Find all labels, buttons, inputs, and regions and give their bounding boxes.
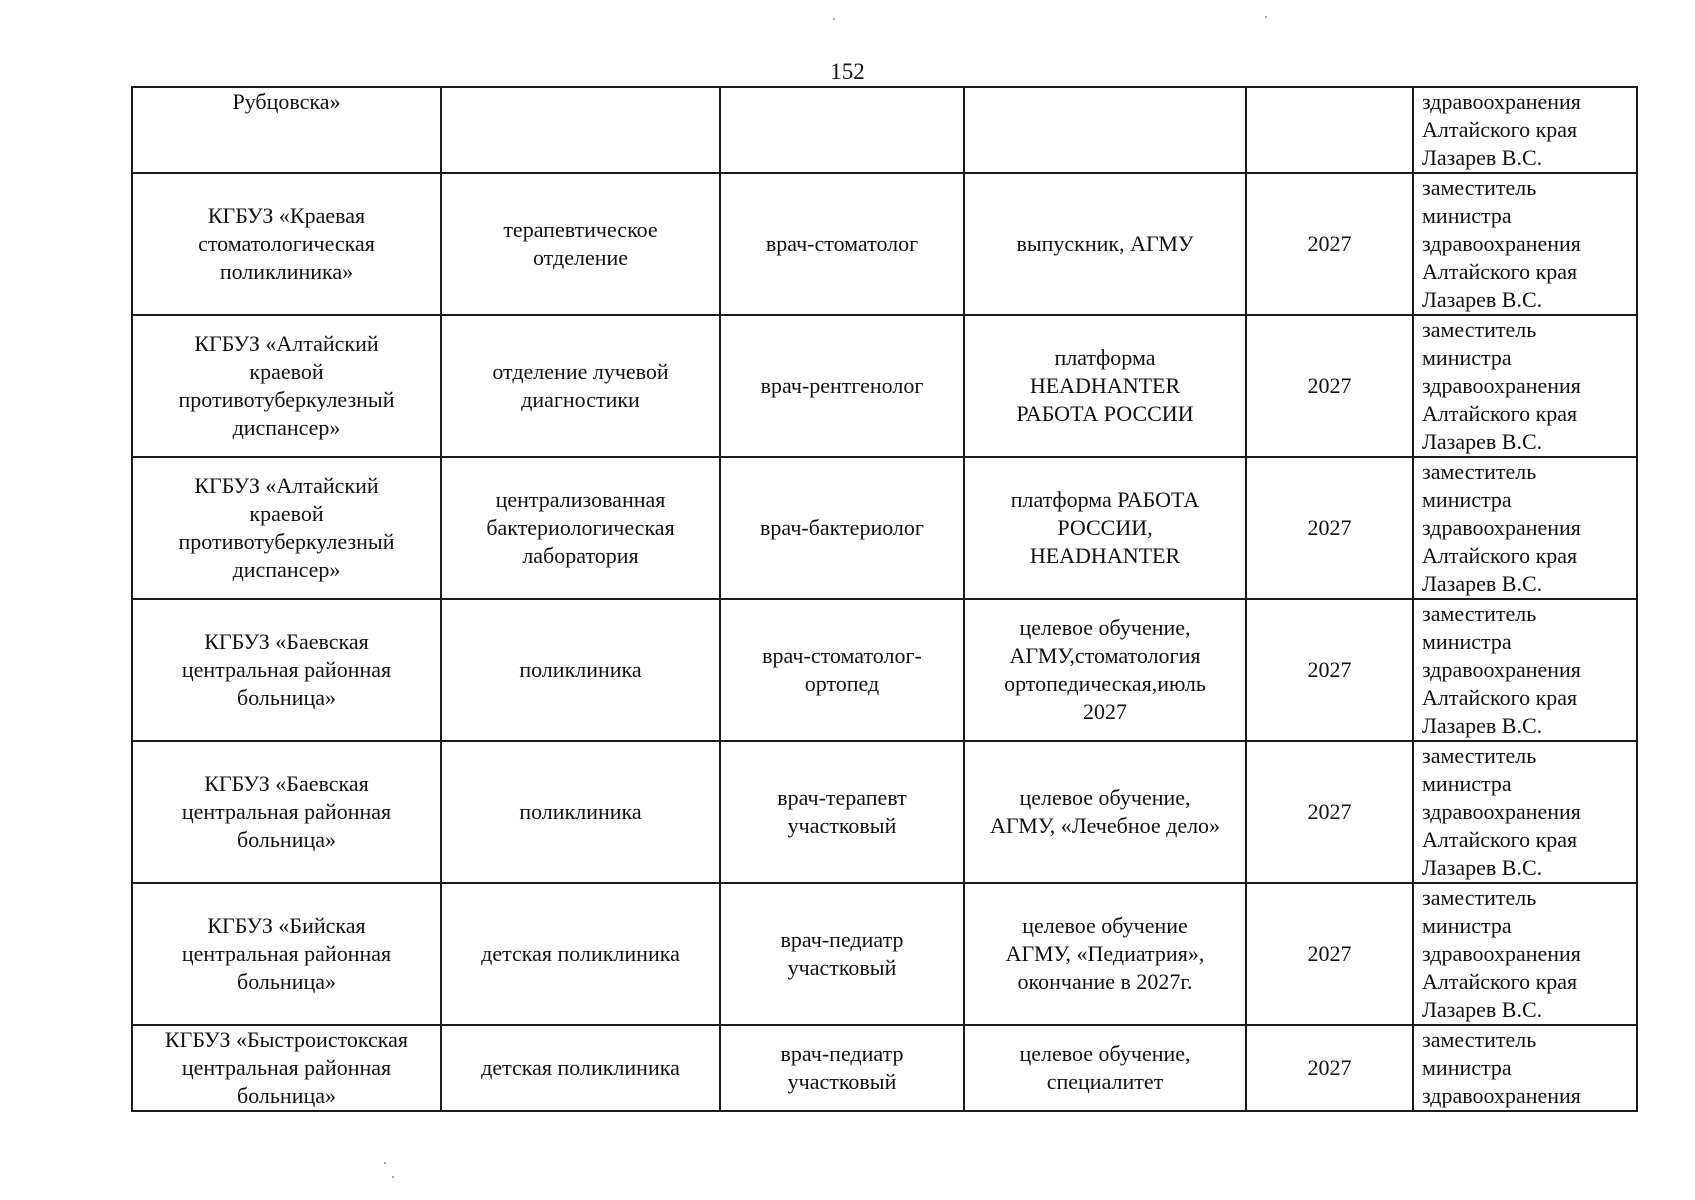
org-name: КГБУЗ «Краевая стоматологическая поликлиника» <box>198 203 375 284</box>
position-cell <box>720 599 964 741</box>
department-name: отделение лучевой диагностики <box>492 359 669 412</box>
year-value: 2027 <box>1307 231 1352 256</box>
table-body <box>132 87 1637 1111</box>
approver-name: заместитель министра здравоохранения Алтайского края Лазарев В.С. <box>1422 601 1581 738</box>
approver-cell <box>1413 315 1637 457</box>
approver-cell <box>1413 457 1637 599</box>
table-row <box>132 457 1637 599</box>
department-cell <box>441 87 720 173</box>
vacancy-table <box>131 86 1638 1112</box>
year-value: 2027 <box>1307 373 1352 398</box>
org-name: КГБУЗ «Баевская центральная районная больница» <box>181 629 392 710</box>
approver-cell <box>1413 1025 1637 1111</box>
approver-cell <box>1413 883 1637 1025</box>
approver-name: заместитель министра здравоохранения Алтайского края Лазарев В.С. <box>1422 885 1581 1022</box>
year-cell <box>1246 315 1413 457</box>
recruitment-source: целевое обучение АГМУ, «Педиатрия», окончание в 2027г. <box>1005 913 1205 994</box>
org-cell <box>132 173 441 315</box>
year-value: 2027 <box>1307 515 1352 540</box>
recruitment-source: выпускник, АГМУ <box>1016 231 1194 256</box>
year-cell <box>1246 883 1413 1025</box>
approver-cell <box>1413 173 1637 315</box>
department-name: детская поликлиника <box>481 1055 680 1080</box>
approver-cell <box>1413 87 1637 173</box>
year-value: 2027 <box>1307 657 1352 682</box>
position-name: врач-педиатр участковый <box>780 927 904 980</box>
table-row <box>132 87 1637 173</box>
vacancy-table-container <box>131 86 1638 1112</box>
position-cell <box>720 1025 964 1111</box>
scan-speck <box>384 1162 386 1164</box>
org-cell <box>132 883 441 1025</box>
department-cell <box>441 741 720 883</box>
year-cell <box>1246 1025 1413 1111</box>
recruitment-source: целевое обучение, АГМУ, «Лечебное дело» <box>989 785 1221 838</box>
table-row <box>132 173 1637 315</box>
org-cell <box>132 741 441 883</box>
org-name: КГБУЗ «Бийская центральная районная больница» <box>181 913 392 994</box>
table-row <box>132 599 1637 741</box>
year-cell <box>1246 457 1413 599</box>
position-cell <box>720 741 964 883</box>
source-cell <box>964 741 1246 883</box>
table-row <box>132 315 1637 457</box>
source-cell <box>964 599 1246 741</box>
position-cell <box>720 87 964 173</box>
year-cell <box>1246 173 1413 315</box>
position-name: врач-стоматолог- ортопед <box>762 643 922 696</box>
scan-speck <box>833 18 835 20</box>
org-name: КГБУЗ «Баевская центральная районная больница» <box>181 771 392 852</box>
scan-speck <box>1265 16 1267 18</box>
org-cell <box>132 457 441 599</box>
year-cell <box>1246 599 1413 741</box>
department-name: поликлиника <box>519 657 642 682</box>
position-name: врач-бактериолог <box>760 515 924 540</box>
approver-name: заместитель министра здравоохранения Алтайского края Лазарев В.С. <box>1422 175 1581 312</box>
department-name: терапевтическое отделение <box>503 217 658 270</box>
source-cell <box>964 173 1246 315</box>
org-name: Рубцовска» <box>232 89 341 114</box>
year-cell <box>1246 741 1413 883</box>
approver-cell <box>1413 599 1637 741</box>
table-row <box>132 1025 1637 1111</box>
department-cell <box>441 457 720 599</box>
position-name: врач-рентгенолог <box>760 373 924 398</box>
year-value: 2027 <box>1307 941 1352 966</box>
org-cell <box>132 315 441 457</box>
position-cell <box>720 173 964 315</box>
position-cell <box>720 883 964 1025</box>
recruitment-source: платформа РАБОТА РОССИИ, HEADHANTER <box>1010 487 1200 568</box>
department-name: поликлиника <box>519 799 642 824</box>
position-name: врач-терапевт участковый <box>777 785 907 838</box>
source-cell <box>964 457 1246 599</box>
recruitment-source: целевое обучение, специалитет <box>1019 1041 1191 1094</box>
source-cell <box>964 1025 1246 1111</box>
org-cell <box>132 87 441 173</box>
approver-name: здравоохранения Алтайского края Лазарев В.С. <box>1422 89 1581 170</box>
position-cell <box>720 457 964 599</box>
table-row <box>132 741 1637 883</box>
year-cell <box>1246 87 1413 173</box>
source-cell <box>964 315 1246 457</box>
approver-name: заместитель министра здравоохранения Алтайского края Лазарев В.С. <box>1422 317 1581 454</box>
department-cell <box>441 599 720 741</box>
position-name: врач-педиатр участковый <box>780 1041 904 1094</box>
recruitment-source: целевое обучение, АГМУ,стоматология ортопедическая,июль 2027 <box>1004 615 1206 724</box>
approver-name: заместитель министра здравоохранения Алтайского края Лазарев В.С. <box>1422 459 1581 596</box>
source-cell <box>964 883 1246 1025</box>
department-name: детская поликлиника <box>481 941 680 966</box>
year-value: 2027 <box>1307 799 1352 824</box>
approver-name: заместитель министра здравоохранения <box>1422 1027 1581 1108</box>
department-cell <box>441 1025 720 1111</box>
approver-cell <box>1413 741 1637 883</box>
org-cell <box>132 599 441 741</box>
department-cell <box>441 315 720 457</box>
department-cell <box>441 173 720 315</box>
department-name: централизованная бактериологическая лаборатория <box>486 487 675 568</box>
position-cell <box>720 315 964 457</box>
page-number: 152 <box>830 59 865 84</box>
department-cell <box>441 883 720 1025</box>
org-name: КГБУЗ «Алтайский краевой противотуберкулезный диспансер» <box>178 473 395 582</box>
scan-speck <box>392 1176 394 1178</box>
table-row <box>132 883 1637 1025</box>
org-name: КГБУЗ «Алтайский краевой противотуберкулезный диспансер» <box>178 331 395 440</box>
approver-name: заместитель министра здравоохранения Алтайского края Лазарев В.С. <box>1422 743 1581 880</box>
position-name: врач-стоматолог <box>765 231 919 256</box>
source-cell <box>964 87 1246 173</box>
recruitment-source: платформа HEADHANTER РАБОТА РОССИИ <box>1016 345 1194 426</box>
org-name: КГБУЗ «Быстроистокская центральная районная больница» <box>164 1027 409 1108</box>
year-value: 2027 <box>1307 1055 1352 1080</box>
org-cell <box>132 1025 441 1111</box>
